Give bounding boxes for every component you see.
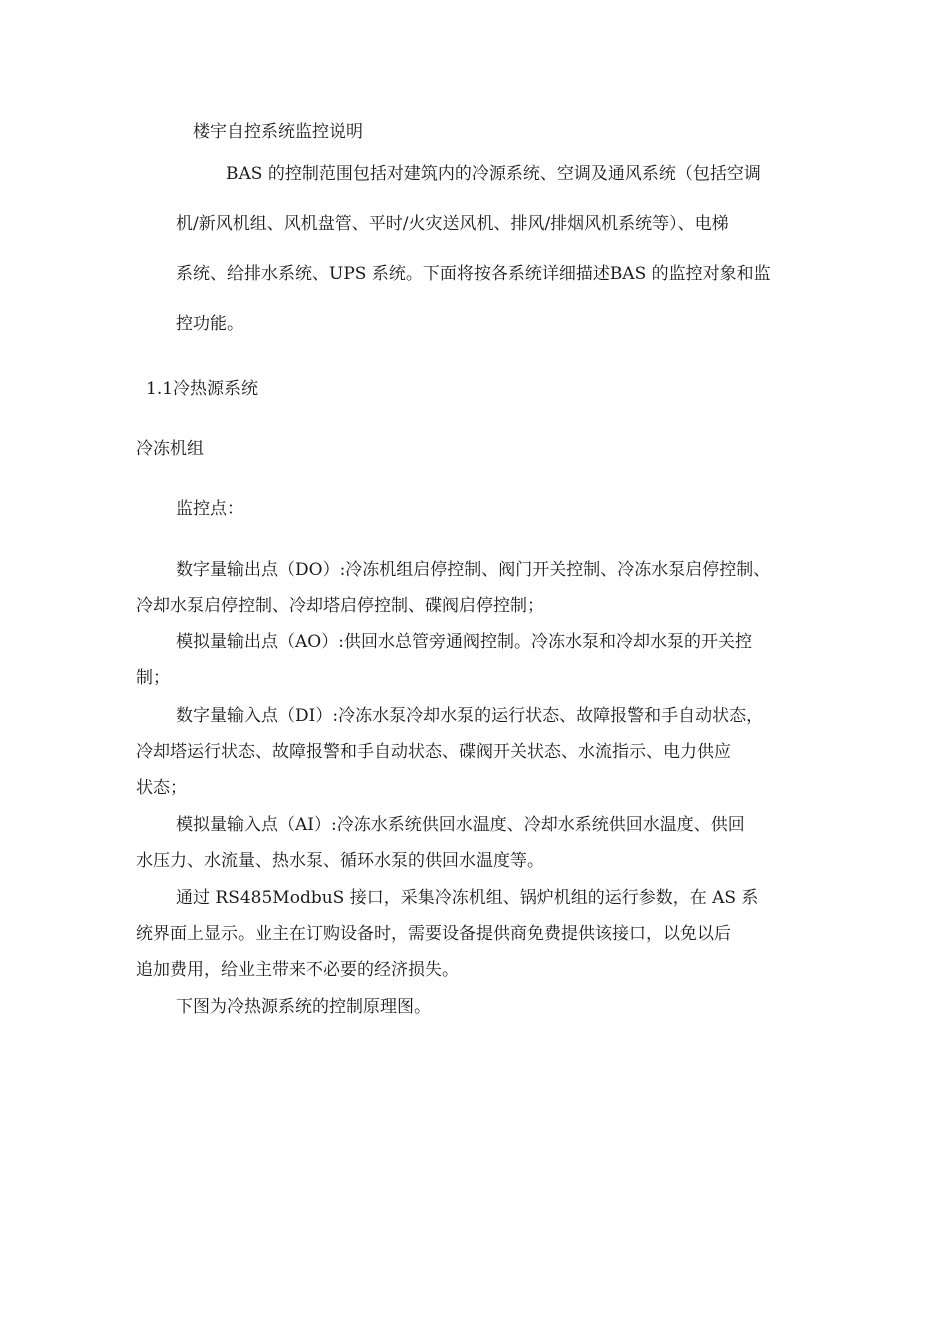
di-line-2: 冷却塔运行状态、故障报警和手自动状态、碟阀开关状态、水流指示、电力供应 xyxy=(136,742,731,762)
intro-line-3: 系统、给排水系统、UPS 系统。下面将按各系统详细描述BAS 的监控对象和监 xyxy=(176,264,771,284)
rs485-line-2: 统界面上显示。业主在订购设备时，需要设备提供商免费提供该接口，以免以后 xyxy=(136,924,731,944)
intro-line-2: 机/新风机组、风机盘管、平时/火灾送风机、排风/排烟风机系统等）、电梯 xyxy=(176,214,729,234)
di-line-3: 状态； xyxy=(136,778,187,798)
section-heading: 1.1冷热源系统 xyxy=(146,379,259,399)
ai-line-2: 水压力、水流量、热水泵、循环水泵的供回水温度等。 xyxy=(136,851,544,871)
document-title: 楼宇自控系统监控说明 xyxy=(193,122,363,142)
rs485-line-3: 追加费用，给业主带来不必要的经济损失。 xyxy=(136,960,459,980)
intro-line-4: 控功能。 xyxy=(176,314,244,334)
figure-caption: 下图为冷热源系统的控制原理图。 xyxy=(176,997,431,1017)
di-line-1: 数字量输入点（DI）:冷冻水泵冷却水泵的运行状态、故障报警和手自动状态， xyxy=(176,706,764,726)
do-line-2: 冷却水泵启停控制、冷却塔启停控制、碟阀启停控制； xyxy=(136,596,544,616)
subsection-heading: 冷冻机组 xyxy=(136,439,204,459)
do-line-1: 数字量输出点（DO）:冷冻机组启停控制、阀门开关控制、冷冻水泵启停控制、 xyxy=(176,560,771,580)
ao-line-1: 模拟量输出点（AO）:供回水总管旁通阀控制。冷冻水泵和冷却水泵的开关控 xyxy=(176,632,752,652)
intro-line-1: BAS 的控制范围包括对建筑内的冷源系统、空调及通风系统（包括空调 xyxy=(226,164,761,184)
ai-line-1: 模拟量输入点（AI）:冷冻水系统供回水温度、冷却水系统供回水温度、供回 xyxy=(176,815,745,835)
ao-line-2: 制； xyxy=(136,668,170,688)
monitor-label: 监控点： xyxy=(176,499,244,519)
rs485-line-1: 通过 RS485ModbuS 接口，采集冷冻机组、锅炉机组的运行参数，在 AS 系 xyxy=(176,888,759,908)
